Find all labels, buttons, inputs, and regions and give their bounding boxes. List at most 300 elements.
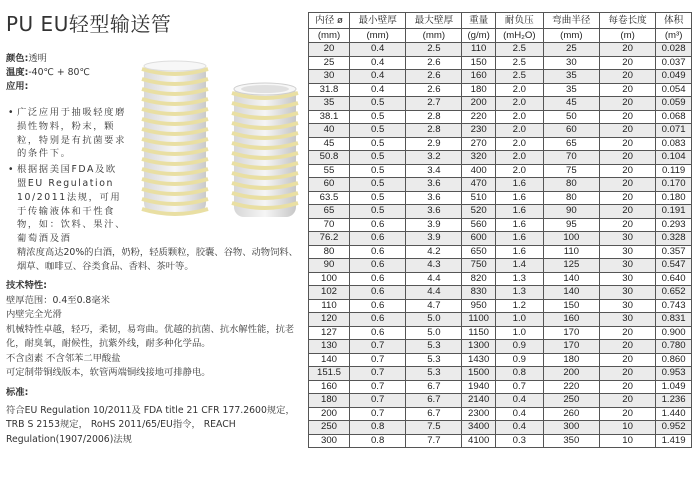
table-row [309, 191, 692, 205]
table-cell: 45 [543, 97, 599, 111]
table-cell: 260 [543, 407, 599, 421]
table-cell: 2.6 [406, 70, 462, 84]
table-cell: 1300 [462, 340, 495, 354]
table-cell: 0.071 [656, 124, 692, 138]
table-cell: 0.9 [495, 340, 543, 354]
table-row [309, 353, 692, 367]
table-cell: 35 [543, 83, 599, 97]
tech-line: 机械特性卓越，轻巧，柔韧，易弯曲。优越的抗菌、抗水解性能，抗老化，耐臭氧，耐候性，抗紫外线，耐多种化学品。 [6, 323, 295, 349]
table-cell: 40 [309, 124, 350, 138]
table-cell: 300 [543, 421, 599, 435]
table-cell: 0.119 [656, 164, 692, 178]
table-cell: 60 [309, 178, 350, 192]
table-cell: 950 [462, 299, 495, 313]
table-row [309, 83, 692, 97]
table-row [309, 43, 692, 57]
table-cell: 2.0 [495, 124, 543, 138]
table-cell: 90 [309, 259, 350, 273]
table-cell: 0.7 [350, 340, 406, 354]
table-cell: 0.028 [656, 43, 692, 57]
table-cell: 650 [462, 245, 495, 259]
table-cell: 6.7 [406, 380, 462, 394]
table-cell: 5.3 [406, 367, 462, 381]
table-cell: 4.4 [406, 286, 462, 300]
table-cell: 0.5 [350, 178, 406, 192]
table-cell: 10 [599, 434, 655, 448]
table-cell: 20 [599, 407, 655, 421]
column-unit: (g/m) [462, 29, 495, 43]
table-row [309, 313, 692, 327]
table-cell: 75 [543, 164, 599, 178]
table-cell: 20 [599, 205, 655, 219]
table-row [309, 164, 692, 178]
table-cell: 0.4 [350, 56, 406, 70]
table-cell: 0.180 [656, 191, 692, 205]
table-cell: 3.2 [406, 151, 462, 165]
column-unit: (m³) [656, 29, 692, 43]
table-cell: 1.236 [656, 394, 692, 408]
table-cell: 6.7 [406, 394, 462, 408]
table-cell: 30 [599, 245, 655, 259]
table-cell: 0.8 [495, 367, 543, 381]
table-cell: 220 [543, 380, 599, 394]
table-row [309, 245, 692, 259]
table-cell: 230 [462, 124, 495, 138]
table-cell: 140 [543, 286, 599, 300]
table-cell: 2.9 [406, 137, 462, 151]
table-cell: 0.4 [495, 394, 543, 408]
standard-section [6, 386, 304, 447]
table-cell: 30 [599, 286, 655, 300]
table-cell: 0.4 [350, 70, 406, 84]
table-cell: 0.5 [350, 205, 406, 219]
table-cell: 0.3 [495, 434, 543, 448]
tech-label: 技术特性: [6, 280, 47, 291]
table-cell: 5.3 [406, 340, 462, 354]
hose-product-image [136, 55, 306, 225]
table-cell: 3.4 [406, 164, 462, 178]
table-cell: 0.357 [656, 245, 692, 259]
table-cell: 2.0 [495, 164, 543, 178]
table-cell: 1.3 [495, 286, 543, 300]
table-cell: 0.860 [656, 353, 692, 367]
table-cell: 2.0 [495, 83, 543, 97]
table-cell: 520 [462, 205, 495, 219]
table-cell: 0.7 [350, 380, 406, 394]
table-cell: 30 [599, 299, 655, 313]
table-cell: 0.5 [350, 151, 406, 165]
table-cell: 2.8 [406, 124, 462, 138]
table-cell: 3.6 [406, 205, 462, 219]
table-cell: 1.6 [495, 205, 543, 219]
table-row [309, 407, 692, 421]
table-cell: 0.4 [495, 421, 543, 435]
table-cell: 750 [462, 259, 495, 273]
color-label: 颜色: [6, 53, 29, 64]
table-cell: 70 [543, 151, 599, 165]
table-cell: 180 [462, 83, 495, 97]
table-cell: 0.900 [656, 326, 692, 340]
table-cell: 20 [599, 380, 655, 394]
table-row [309, 205, 692, 219]
table-cell: 0.191 [656, 205, 692, 219]
table-cell: 3400 [462, 421, 495, 435]
table-cell: 0.059 [656, 97, 692, 111]
column-unit: (mH₂O) [495, 29, 543, 43]
table-cell: 20 [599, 70, 655, 84]
table-cell: 2.6 [406, 56, 462, 70]
table-cell: 20 [599, 353, 655, 367]
table-cell: 350 [543, 434, 599, 448]
table-cell: 110 [462, 43, 495, 57]
table-cell: 35 [543, 70, 599, 84]
table-cell: 30 [599, 259, 655, 273]
table-cell: 1.6 [495, 232, 543, 246]
table-row [309, 56, 692, 70]
table-cell: 0.328 [656, 232, 692, 246]
table-cell: 4.7 [406, 299, 462, 313]
table-row [309, 421, 692, 435]
table-cell: 300 [309, 434, 350, 448]
table-cell: 2.8 [406, 110, 462, 124]
table-cell: 0.049 [656, 70, 692, 84]
application-item: • 广泛应用于抽吸轻度磨损性物料，粉末，颗粒，特别是有抗菌要求的条件下。 [6, 106, 127, 161]
table-cell: 76.2 [309, 232, 350, 246]
table-row [309, 124, 692, 138]
table-row [309, 151, 692, 165]
table-cell: 100 [309, 272, 350, 286]
table-cell: 0.5 [350, 164, 406, 178]
table-cell: 1430 [462, 353, 495, 367]
table-cell: 10 [599, 421, 655, 435]
table-cell: 20 [599, 218, 655, 232]
table-cell: 2.0 [495, 110, 543, 124]
temp-label: 温度: [6, 67, 29, 78]
table-cell: 2.5 [406, 43, 462, 57]
tech-section [6, 279, 304, 381]
table-cell: 20 [599, 340, 655, 354]
table-cell: 20 [599, 178, 655, 192]
table-cell: 180 [309, 394, 350, 408]
table-cell: 0.083 [656, 137, 692, 151]
column-unit: (mm) [309, 29, 350, 43]
temp-value: -40℃ + 80℃ [28, 67, 90, 78]
table-cell: 80 [309, 245, 350, 259]
table-cell: 3.6 [406, 191, 462, 205]
table-row [309, 286, 692, 300]
table-cell: 2.5 [495, 56, 543, 70]
page-title: PU EU轻型输送管 [6, 12, 172, 36]
table-cell: 120 [309, 313, 350, 327]
table-cell: 38.1 [309, 110, 350, 124]
table-cell: 160 [462, 70, 495, 84]
table-cell: 270 [462, 137, 495, 151]
table-cell: 2.5 [495, 70, 543, 84]
table-cell: 20 [599, 367, 655, 381]
tech-line: 可定制带铜线版本，软管两端铜线接地可排静电。 [6, 367, 211, 378]
table-cell: 110 [543, 245, 599, 259]
table-cell: 0.6 [350, 326, 406, 340]
table-cell: 0.6 [350, 286, 406, 300]
table-cell: 4.3 [406, 259, 462, 273]
table-cell: 1500 [462, 367, 495, 381]
column-unit: (mm) [543, 29, 599, 43]
table-row [309, 299, 692, 313]
table-cell: 2.0 [495, 97, 543, 111]
table-row [309, 232, 692, 246]
table-cell: 0.743 [656, 299, 692, 313]
column-header: 每卷长度 [599, 13, 655, 29]
table-cell: 250 [309, 421, 350, 435]
table-cell: 20 [309, 43, 350, 57]
table-cell: 20 [599, 151, 655, 165]
table-cell: 20 [599, 56, 655, 70]
table-cell: 0.293 [656, 218, 692, 232]
table-cell: 50 [543, 110, 599, 124]
table-cell: 0.780 [656, 340, 692, 354]
table-cell: 0.952 [656, 421, 692, 435]
table-cell: 20 [599, 191, 655, 205]
table-cell: 2.5 [495, 43, 543, 57]
column-header: 耐负压 [495, 13, 543, 29]
table-cell: 102 [309, 286, 350, 300]
table-cell: 0.6 [350, 299, 406, 313]
table-row [309, 259, 692, 273]
table-cell: 3.6 [406, 178, 462, 192]
table-cell: 30 [543, 56, 599, 70]
table-row [309, 340, 692, 354]
table-cell: 20 [599, 164, 655, 178]
table-cell: 6.7 [406, 407, 462, 421]
table-cell: 0.8 [350, 421, 406, 435]
table-cell: 20 [599, 97, 655, 111]
table-cell: 60 [543, 124, 599, 138]
table-cell: 0.6 [350, 259, 406, 273]
table-cell: 0.4 [350, 83, 406, 97]
table-cell: 560 [462, 218, 495, 232]
table-cell: 0.4 [495, 407, 543, 421]
table-cell: 160 [543, 313, 599, 327]
table-cell: 0.6 [350, 272, 406, 286]
column-header: 内径 ø [309, 13, 350, 29]
table-row [309, 326, 692, 340]
table-cell: 31.8 [309, 83, 350, 97]
table-cell: 0.652 [656, 286, 692, 300]
table-cell: 0.6 [350, 245, 406, 259]
tech-line: 壁厚范围：0.4至0.8毫米 [6, 294, 110, 306]
table-cell: 127 [309, 326, 350, 340]
table-cell: 7.7 [406, 434, 462, 448]
table-cell: 1.049 [656, 380, 692, 394]
table-cell: 400 [462, 164, 495, 178]
table-cell: 63.5 [309, 191, 350, 205]
table-cell: 35 [309, 97, 350, 111]
table-cell: 2.7 [406, 97, 462, 111]
table-cell: 200 [309, 407, 350, 421]
table-row [309, 434, 692, 448]
table-cell: 470 [462, 178, 495, 192]
table-cell: 0.953 [656, 367, 692, 381]
table-cell: 1100 [462, 313, 495, 327]
table-cell: 130 [309, 340, 350, 354]
table-row [309, 137, 692, 151]
table-cell: 0.5 [350, 191, 406, 205]
table-cell: 20 [599, 124, 655, 138]
table-cell: 180 [543, 353, 599, 367]
table-cell: 4100 [462, 434, 495, 448]
table-cell: 0.547 [656, 259, 692, 273]
table-row [309, 70, 692, 84]
table-cell: 140 [309, 353, 350, 367]
column-header: 重量 [462, 13, 495, 29]
table-cell: 170 [543, 340, 599, 354]
table-cell: 20 [599, 83, 655, 97]
spec-table [308, 12, 692, 448]
table-cell: 160 [309, 380, 350, 394]
table-cell: 20 [599, 394, 655, 408]
table-cell: 320 [462, 151, 495, 165]
table-cell: 0.6 [350, 218, 406, 232]
table-cell: 55 [309, 164, 350, 178]
table-cell: 1.3 [495, 272, 543, 286]
table-cell: 1.0 [495, 313, 543, 327]
table-cell: 0.5 [350, 110, 406, 124]
table-cell: 0.8 [350, 434, 406, 448]
table-cell: 45 [309, 137, 350, 151]
tech-line: 内壁完全光滑 [6, 309, 62, 320]
table-cell: 4.2 [406, 245, 462, 259]
table-cell: 5.0 [406, 313, 462, 327]
table-cell: 0.7 [350, 367, 406, 381]
table-cell: 0.5 [350, 137, 406, 151]
table-cell: 140 [543, 272, 599, 286]
table-cell: 30 [599, 272, 655, 286]
color-value: 透明 [28, 53, 47, 64]
table-cell: 0.7 [495, 380, 543, 394]
table-row [309, 218, 692, 232]
table-cell: 95 [543, 218, 599, 232]
table-cell: 30 [599, 313, 655, 327]
table-cell: 20 [599, 137, 655, 151]
table-row [309, 272, 692, 286]
table-row [309, 367, 692, 381]
table-cell: 1.2 [495, 299, 543, 313]
tech-line: 不含卤素 不含邻苯二甲酸盐 [6, 352, 121, 364]
table-cell: 30 [599, 232, 655, 246]
table-cell: 90 [543, 205, 599, 219]
table-cell: 7.5 [406, 421, 462, 435]
table-cell: 1940 [462, 380, 495, 394]
column-header: 弯曲半径 [543, 13, 599, 29]
table-cell: 20 [599, 43, 655, 57]
table-cell: 200 [543, 367, 599, 381]
table-cell: 2.0 [495, 151, 543, 165]
table-cell: 220 [462, 110, 495, 124]
table-cell: 65 [543, 137, 599, 151]
table-cell: 0.5 [350, 124, 406, 138]
column-header: 体积 [656, 13, 692, 29]
table-cell: 0.7 [350, 353, 406, 367]
table-cell: 30 [309, 70, 350, 84]
application-item-continued: 精浓度高达20%的白酒，奶粉，轻质颗粒，胶囊、谷物、动物饲料、烟草、咖啡豆、谷类食品、香料、茶叶等。 [17, 246, 298, 272]
table-row [309, 394, 692, 408]
table-cell: 0.831 [656, 313, 692, 327]
table-cell: 4.4 [406, 272, 462, 286]
table-cell: 1.419 [656, 434, 692, 448]
table-cell: 25 [309, 56, 350, 70]
table-cell: 100 [543, 232, 599, 246]
table-cell: 2300 [462, 407, 495, 421]
column-header: 最大壁厚 [406, 13, 462, 29]
table-cell: 0.7 [350, 394, 406, 408]
column-unit: (mm) [350, 29, 406, 43]
column-header: 最小壁厚 [350, 13, 406, 29]
table-row [309, 110, 692, 124]
table-cell: 20 [599, 110, 655, 124]
table-cell: 0.9 [495, 353, 543, 367]
column-unit: (m) [599, 29, 655, 43]
table-row [309, 97, 692, 111]
table-cell: 1.0 [495, 326, 543, 340]
standard-text: 符合EU Regulation 10/2011及 FDA title 21 CFR 177.2600规定，TRB S 2153规定， RoHS 2011/65/EU指令， REACH Regulation(1907/2006)法规 [6, 404, 295, 445]
table-cell: 70 [309, 218, 350, 232]
table-cell: 2.6 [406, 83, 462, 97]
table-cell: 3.9 [406, 218, 462, 232]
table-cell: 0.640 [656, 272, 692, 286]
table-cell: 250 [543, 394, 599, 408]
table-cell: 0.068 [656, 110, 692, 124]
table-cell: 600 [462, 232, 495, 246]
table-cell: 5.3 [406, 353, 462, 367]
table-cell: 3.9 [406, 232, 462, 246]
table-cell: 1.6 [495, 191, 543, 205]
table-cell: 1.6 [495, 245, 543, 259]
application-item: • 根据据美国FDA及欧盟EU Regulation 10/2011法规，可用于传输液体和干性食物，如：饮料、果汁、葡萄酒及酒 [6, 163, 127, 246]
table-row [309, 380, 692, 394]
table-cell: 830 [462, 286, 495, 300]
table-cell: 150 [462, 56, 495, 70]
table-cell: 110 [309, 299, 350, 313]
standard-label: 标准: [6, 387, 29, 398]
table-cell: 0.5 [350, 97, 406, 111]
table-cell: 0.037 [656, 56, 692, 70]
table-cell: 2140 [462, 394, 495, 408]
table-cell: 0.104 [656, 151, 692, 165]
table-cell: 150 [543, 299, 599, 313]
table-cell: 0.6 [350, 313, 406, 327]
table-cell: 25 [543, 43, 599, 57]
table-cell: 170 [543, 326, 599, 340]
table-cell: 2.0 [495, 137, 543, 151]
table-cell: 1.4 [495, 259, 543, 273]
table-cell: 0.054 [656, 83, 692, 97]
table-cell: 1.6 [495, 218, 543, 232]
table-cell: 1.6 [495, 178, 543, 192]
apps-label: 应用: [6, 81, 29, 92]
table-cell: 820 [462, 272, 495, 286]
table-cell: 1150 [462, 326, 495, 340]
column-unit: (mm) [406, 29, 462, 43]
table-cell: 80 [543, 191, 599, 205]
table-cell: 20 [599, 326, 655, 340]
table-cell: 200 [462, 97, 495, 111]
table-cell: 510 [462, 191, 495, 205]
table-cell: 0.7 [350, 407, 406, 421]
table-row [309, 178, 692, 192]
table-cell: 0.6 [350, 232, 406, 246]
table-cell: 125 [543, 259, 599, 273]
table-cell: 1.440 [656, 407, 692, 421]
